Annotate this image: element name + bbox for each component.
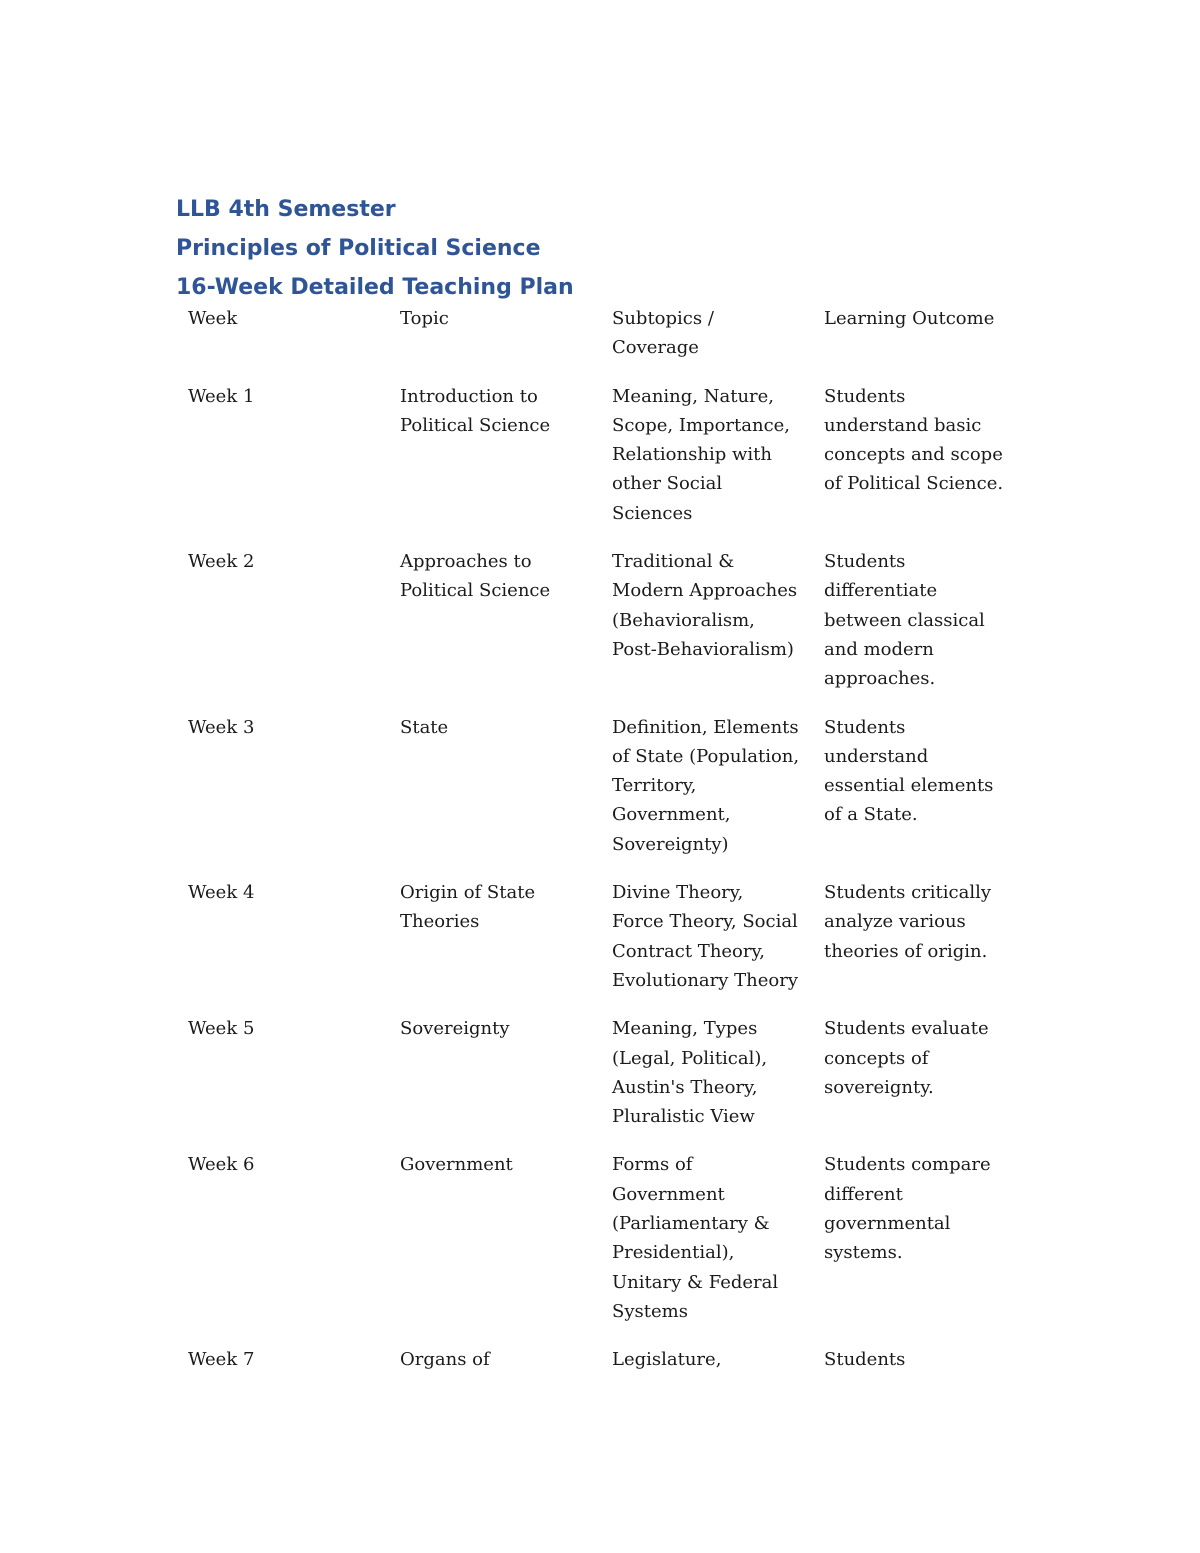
week-cell: Week 7 (188, 1349, 255, 1371)
outcome-cell: Students critically analyze various theories of origin. (824, 882, 992, 962)
header-subtopics: Subtopics / Coverage (612, 308, 714, 359)
table-row (176, 382, 1024, 547)
semester-heading: LLB 4th Semester (176, 197, 396, 222)
table-row (176, 878, 1024, 1014)
outcome-cell: Students evaluate concepts of sovereignty. (824, 1018, 989, 1098)
subtopics-cell: Meaning, Nature, Scope, Importance, Relationship with other Social Sciences (612, 385, 791, 524)
header-outcome: Learning Outcome (824, 308, 995, 329)
topic-cell: Origin of State Theories (400, 882, 536, 933)
week-cell: Week 5 (188, 1018, 255, 1040)
subtopics-cell: Forms of Government (Parliamentary & Presidential), Unitary & Federal Systems (612, 1154, 779, 1322)
table-row (176, 1150, 1024, 1345)
topic-cell: Introduction to Political Science (400, 385, 551, 436)
topic-cell: Organs of (400, 1349, 490, 1371)
table-row (176, 547, 1024, 712)
table-row (176, 1345, 1024, 1393)
week-cell: Week 6 (188, 1154, 255, 1176)
outcome-cell: Students understand basic concepts and scope of Political Science. (824, 385, 1004, 495)
document-headings (176, 190, 574, 307)
teaching-plan-table (176, 304, 1024, 1394)
table-row (176, 1014, 1024, 1150)
course-title-heading: Principles of Political Science (176, 236, 541, 261)
subtopics-cell: Traditional & Modern Approaches (Behavioralism, Post-Behavioralism) (612, 551, 798, 660)
outcome-cell: Students compare different governmental systems. (824, 1154, 991, 1264)
header-topic: Topic (400, 308, 449, 329)
week-cell: Week 2 (188, 551, 255, 573)
topic-cell: Approaches to Political Science (400, 551, 551, 602)
subtopics-cell: Definition, Elements of State (Population, Territory, Government, Sovereignty) (612, 716, 800, 855)
table-header-row (176, 304, 1024, 382)
week-cell: Week 4 (188, 882, 255, 904)
topic-cell: State (400, 716, 449, 738)
subtopics-cell: Meaning, Types (Legal, Political), Austin's Theory, Pluralistic View (612, 1018, 768, 1128)
header-week: Week (188, 308, 238, 329)
week-cell: Week 1 (188, 385, 255, 407)
table-row (176, 713, 1024, 878)
outcome-cell: Students (824, 1349, 906, 1371)
subtopics-cell: Legislature, (612, 1349, 722, 1371)
topic-cell: Sovereignty (400, 1018, 510, 1040)
subtopics-cell: Divine Theory, Force Theory, Social Contract Theory, Evolutionary Theory (612, 882, 799, 991)
outcome-cell: Students understand essential elements of a State. (824, 716, 994, 826)
outcome-cell: Students differentiate between classical and modern approaches. (824, 551, 985, 690)
plan-title-heading: 16-Week Detailed Teaching Plan (176, 275, 574, 300)
week-cell: Week 3 (188, 716, 255, 738)
topic-cell: Government (400, 1154, 513, 1176)
